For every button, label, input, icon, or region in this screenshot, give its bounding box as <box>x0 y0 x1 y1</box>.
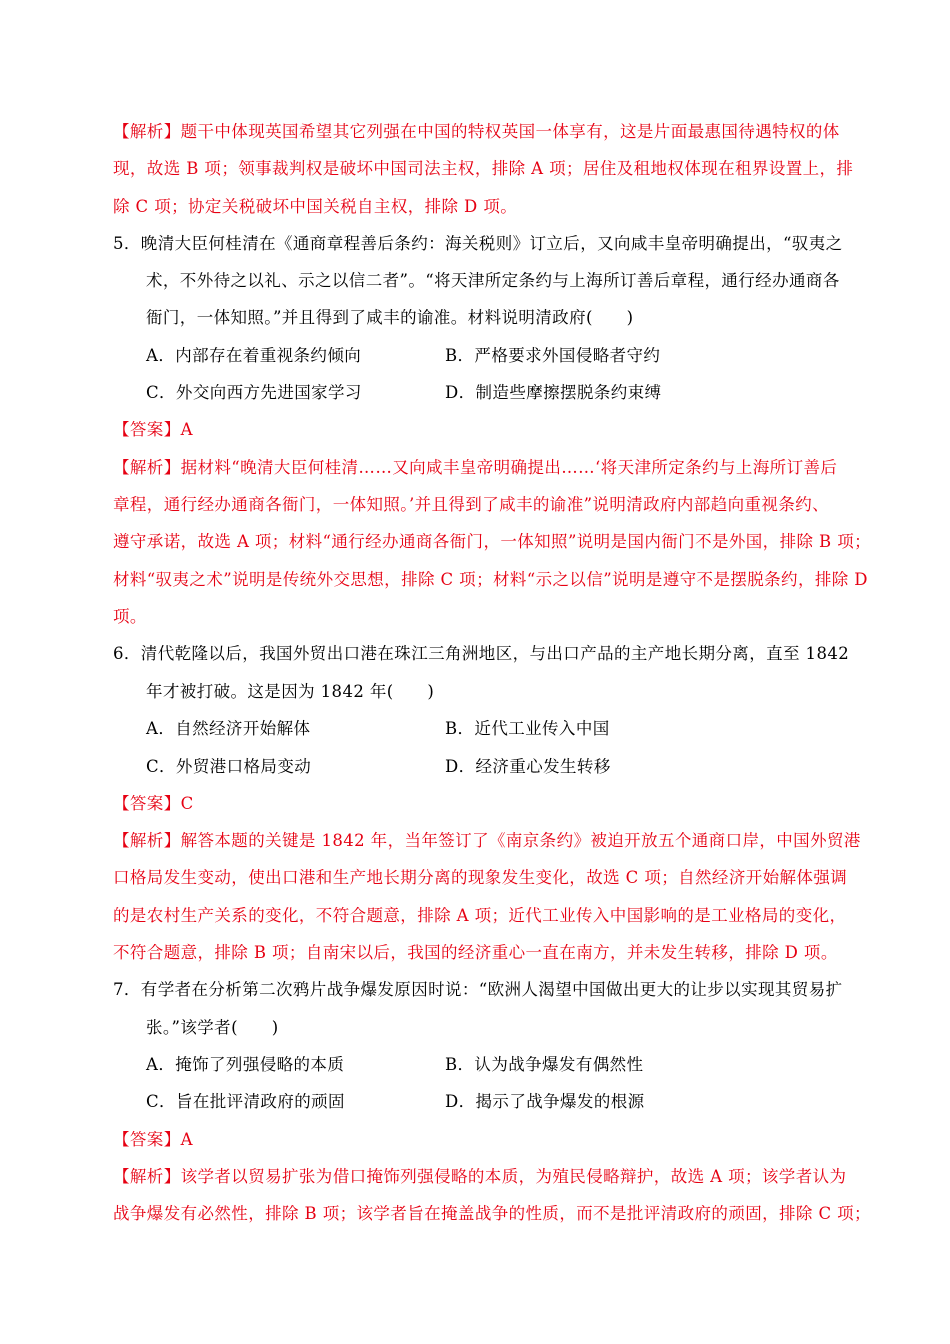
q6-stem-line-2: 年才被打破。这是因为 1842 年( ) <box>146 682 435 701</box>
q5-option-b: B．严格要求外国侵略者守约 <box>445 346 661 365</box>
q7-option-b: B．认为战争爆发有偶然性 <box>445 1055 644 1074</box>
q5-analysis-line-2: 章程，通行经办通商各衙门，一体知照。’并且得到了咸丰的谕准”说明清政府内部趋向重视条约、 <box>113 495 830 514</box>
q6-analysis-line-2: 口格局发生变动，使出口港和生产地长期分离的现象发生变化，故选 C 项；自然经济开始解体强调 <box>113 868 848 887</box>
prev-analysis-line-2: 现，故选 B 项；领事裁判权是破坏中国司法主权，排除 A 项；居住及租地权体现在租界设置上，排 <box>113 159 854 178</box>
q7-analysis-line-1: 【解析】该学者以贸易扩张为借口掩饰列强侵略的本质，为殖民侵略辩护，故选 A 项；该学者认为 <box>113 1167 847 1186</box>
q5-analysis-line-3: 遵守承诺，故选 A 项；材料“通行经办通商各衙门，一体知照”说明是国内衙门不是外国，排除 B 项； <box>113 532 871 551</box>
q7-analysis-line-2: 战争爆发有必然性，排除 B 项；该学者旨在掩盖战争的性质，而不是批评清政府的顽固，排除 C 项； <box>113 1204 871 1223</box>
q5-stem-line-2: 术，不外待之以礼、示之以信二者”。“将天津所定条约与上海所订善后章程，通行经办通商各 <box>146 271 840 290</box>
q7-option-d: D．揭示了战争爆发的根源 <box>445 1092 645 1111</box>
q6-option-a: A．自然经济开始解体 <box>146 719 311 738</box>
q5-analysis-line-1: 【解析】据材料“晚清大臣何桂清……又向咸丰皇帝明确提出……‘将天津所定条约与上海所订善后 <box>113 458 838 477</box>
q5-analysis-line-5: 项。 <box>113 607 147 626</box>
q6-analysis-line-3: 的是农村生产关系的变化，不符合题意，排除 A 项；近代工业传入中国影响的是工业格局的变化， <box>113 906 847 925</box>
q6-analysis-line-1: 【解析】解答本题的关键是 1842 年，当年签订了《南京条约》被迫开放五个通商口岸，中国外贸港 <box>113 831 861 850</box>
q5-analysis-line-4: 材料“驭夷之术”说明是传统外交思想，排除 C 项；材料“示之以信”说明是遵守不是摆脱条约，排除 D <box>113 570 868 589</box>
q7-stem-line-1: 7．有学者在分析第二次鸦片战争爆发原因时说：“欧洲人渴望中国做出更大的让步以实现其贸易扩 <box>113 980 843 999</box>
q5-option-c: C．外交向西方先进国家学习 <box>146 383 362 402</box>
q6-answer: 【答案】C <box>113 794 194 813</box>
q7-answer: 【答案】A <box>113 1130 193 1149</box>
q6-option-d: D．经济重心发生转移 <box>445 757 611 776</box>
q6-analysis-line-4: 不符合题意，排除 B 项；自南宋以后，我国的经济重心一直在南方，并未发生转移，排除 D 项。 <box>113 943 838 962</box>
q6-option-b: B．近代工业传入中国 <box>445 719 610 738</box>
prev-analysis-line-3: 除 C 项；协定关税破坏中国关税自主权，排除 D 项。 <box>113 197 518 216</box>
q5-answer: 【答案】A <box>113 420 193 439</box>
q5-option-a: A．内部存在着重视条约倾向 <box>146 346 362 365</box>
q5-stem-line-1: 5．晚清大臣何桂清在《通商章程善后条约：海关税则》订立后，又向咸丰皇帝明确提出，“驭夷之 <box>113 234 843 253</box>
q7-option-a: A．掩饰了列强侵略的本质 <box>146 1055 345 1074</box>
q6-option-c: C．外贸港口格局变动 <box>146 757 312 776</box>
q5-option-d: D．制造些摩擦摆脱条约束缚 <box>445 383 662 402</box>
prev-analysis-line-1: 【解析】题干中体现英国希望其它列强在中国的特权英国一体享有，这是片面最惠国待遇特权的体 <box>113 122 840 141</box>
q6-stem-line-1: 6．清代乾隆以后，我国外贸出口港在珠江三角洲地区，与出口产品的主产地长期分离，直至 1842 <box>113 644 850 663</box>
q5-stem-line-3: 衙门，一体知照。”并且得到了咸丰的谕准。材料说明清政府( ) <box>146 308 634 327</box>
q7-option-c: C．旨在批评清政府的顽固 <box>146 1092 345 1111</box>
q7-stem-line-2: 张。”该学者( ) <box>146 1018 279 1037</box>
